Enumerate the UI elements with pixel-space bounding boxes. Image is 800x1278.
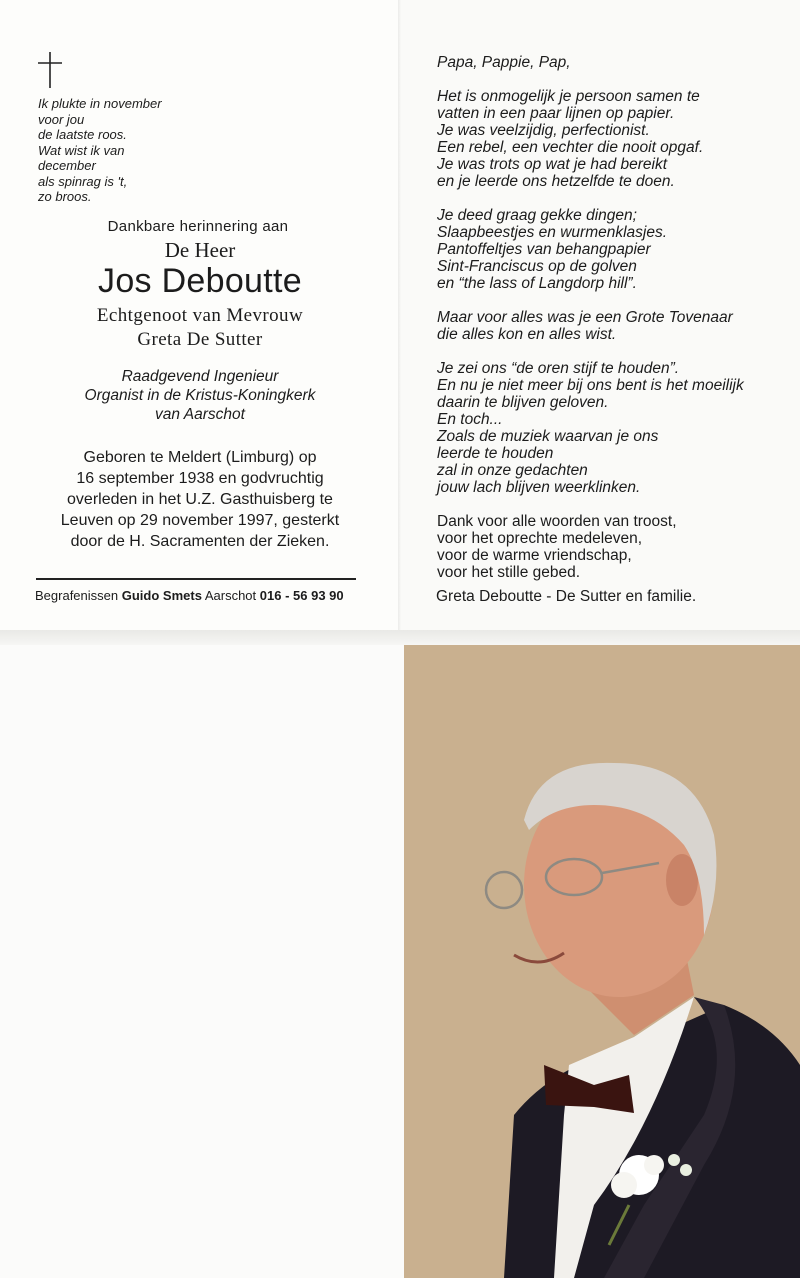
letter-line: Slaapbeestjes en wurmenklasjes. [437, 224, 668, 241]
honorific: De Heer [164, 238, 236, 262]
bio-line: overleden in het U.Z. Gasthuisberg te [67, 491, 333, 508]
letter-line: leerde te houden [437, 445, 554, 462]
poem-line: Ik plukte in november [38, 96, 162, 111]
letter-stanza [437, 54, 777, 71]
bio-line: door de H. Sacramenten der Zieken. [70, 533, 330, 550]
letter-line: Sint-Franciscus op de golven [437, 258, 637, 275]
poem-line: december [38, 158, 96, 173]
letter-line: die alles kon en alles wist. [437, 326, 617, 343]
letter-line: daarin te blijven geloven. [437, 394, 609, 411]
letter-line: Je was trots op wat je had bereikt [437, 156, 668, 173]
letter-line: Maar voor alles was je een Grote Tovenaar [437, 309, 733, 326]
deceased-name: Jos Deboutte [98, 262, 302, 300]
bio-line: 16 september 1938 en godvruchtig [76, 470, 324, 487]
blank-back-panel [0, 645, 404, 1278]
poem-line: zo broos. [38, 189, 92, 204]
letter-line: Je zei ons “de oren stijf te houden”. [437, 360, 680, 377]
letter-stanza [437, 207, 777, 292]
letter-stanza [437, 360, 777, 496]
letter-line: vatten in een paar lijnen op papier. [437, 105, 675, 122]
letter-line: voor het oprechte medeleven, [437, 530, 643, 547]
profession-line: Organist in de Kristus-Koningkerk [84, 387, 316, 404]
biography [30, 447, 370, 552]
letter-stanza [437, 88, 777, 190]
letter-stanza [437, 309, 777, 343]
portrait-panel [404, 645, 800, 1278]
portrait-photo [404, 645, 800, 1278]
undertaker-name: Guido Smets [121, 588, 202, 603]
profession-line: van Aarschot [155, 406, 245, 423]
letter-line: Dank voor alle woorden van troost, [437, 513, 677, 530]
letter-line: Het is onmogelijk je persoon samen te [437, 88, 700, 105]
undertaker-prefix: Begrafenissen [35, 588, 119, 603]
remembrance-poem [38, 96, 162, 205]
sheet-gap [0, 630, 800, 645]
undertaker-line [35, 588, 344, 603]
letter-line: zal in onze gedachten [437, 462, 588, 479]
letter-line: Een rebel, een vechter die nooit opgaf. [437, 139, 704, 156]
bio-line: Leuven op 29 november 1997, gesterkt [60, 512, 340, 529]
family-letter [437, 54, 777, 598]
poem-line: Wat wist ik van [38, 142, 125, 158]
letter-line: Je was veelzijdig, perfectionist. [437, 122, 650, 139]
undertaker-phone: 016 - 56 93 90 [259, 588, 344, 603]
letter-line: Papa, Pappie, Pap, [437, 54, 571, 71]
profession-line: Raadgevend Ingenieur [121, 368, 279, 385]
letter-line: Pantoffeltjes van behangpapier [437, 241, 651, 258]
letter-line: jouw lach blijven weerklinken. [437, 479, 641, 496]
letter-line: Je deed graag gekke dingen; [437, 207, 637, 224]
poem-line: de laatste roos. [38, 127, 127, 142]
divider [36, 578, 356, 580]
undertaker-town: Aarschot [204, 588, 257, 603]
letter-line: en “the lass of Langdorp hill”. [437, 275, 637, 292]
letter-line: en je leerde ons hetzelfde te doen. [437, 173, 675, 190]
spouse-line-1: Echtgenoot van Mevrouw [96, 305, 304, 326]
letter-line: voor het stille gebed. [437, 564, 581, 581]
bio-line: Geboren te Meldert (Limburg) op [83, 449, 317, 466]
letter-line: voor de warme vriendschap, [437, 547, 632, 564]
letter-line: En nu je niet meer bij ons bent is het moeilijk [437, 377, 744, 394]
thanks-heading: Dankbare herinnering aan [107, 218, 289, 235]
poem-line: voor jou [38, 111, 85, 127]
cross-icon [38, 52, 62, 88]
family-signature: Greta Deboutte - De Sutter en familie. [436, 588, 697, 605]
letter-stanza [437, 513, 777, 581]
poem-line: als spinrag is 't, [38, 173, 128, 189]
letter-line: Zoals de muziek waarvan je ons [437, 428, 659, 445]
spouse-line-2: Greta De Sutter [137, 329, 263, 350]
letter-line: En toch... [437, 411, 503, 428]
